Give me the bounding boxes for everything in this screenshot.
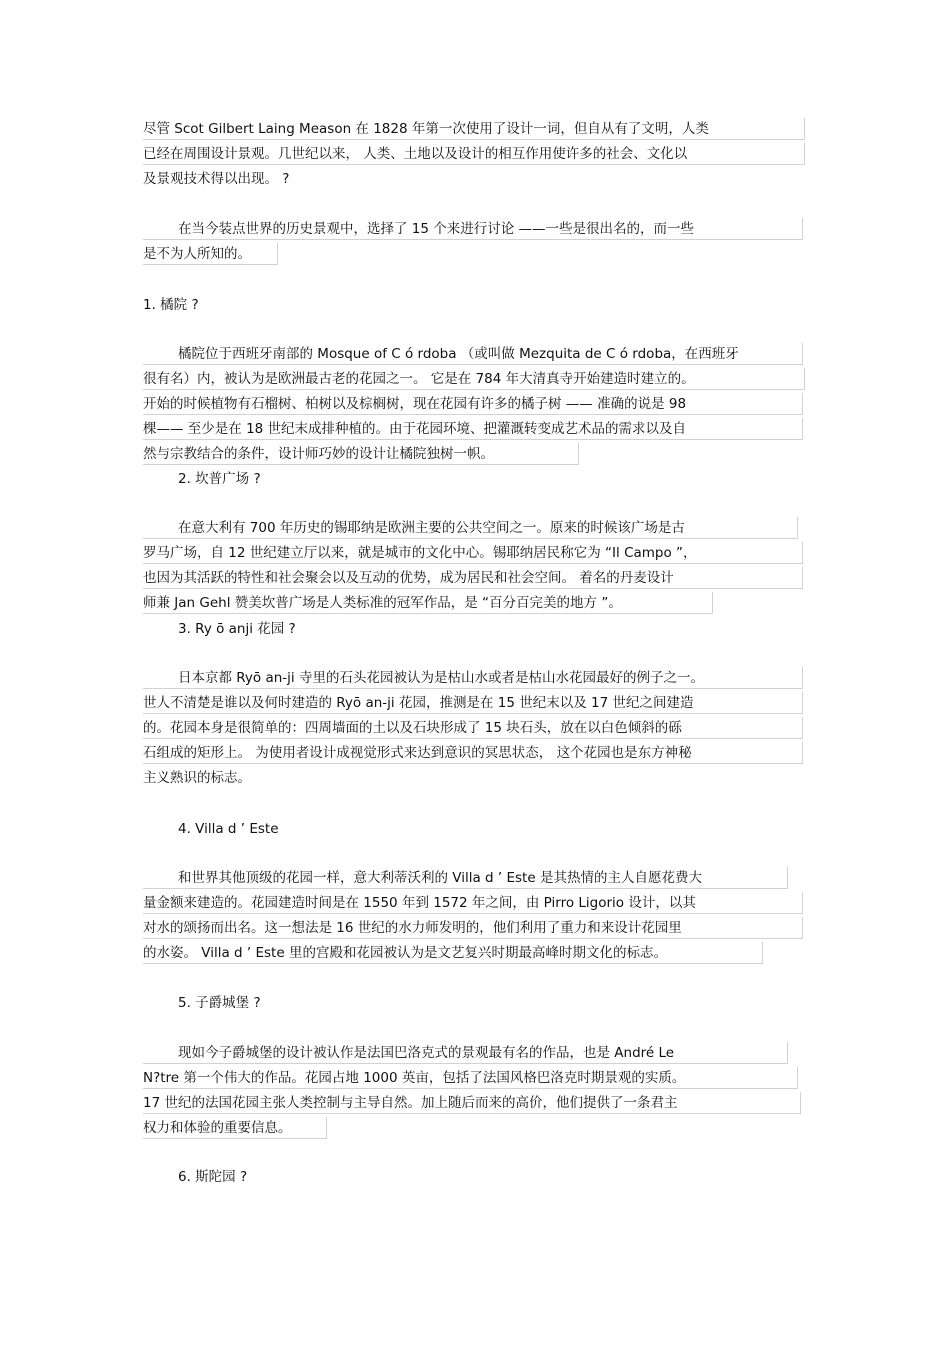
section-heading-3: 3. Ry ō anji 花园 ?	[178, 621, 296, 637]
s5-line-2: N?tre 第一个伟大的作品。花园占地 1000 英亩，包括了法国风格巴洛克时期景观的实质。	[143, 1067, 798, 1089]
s4-line-4: 的水姿。 Villa d ’ Este 里的宫殿和花园被认为是文艺复兴时期最高峰时期文化的标志。	[143, 942, 763, 964]
s4-line-3: 对水的颂扬而出名。这一想法是 16 世纪的水力师发明的，他们利用了重力和来设计花园里	[143, 917, 803, 939]
intro-line-3: 及景观技术得以出现。 ?	[143, 171, 290, 187]
s5-line-1: 现如今子爵城堡的设计被认作是法国巴洛克式的景观最有名的作品，也是 André Le	[143, 1042, 788, 1064]
section-heading-6: 6. 斯陀园 ?	[178, 1169, 248, 1185]
section-heading-1: 1. 橘院 ?	[143, 297, 199, 313]
s3-line-2: 世人不清楚是谁以及何时建造的 Ryō an-ji 花园，推测是在 15 世纪末以及 17 世纪之间建造	[143, 692, 803, 714]
s2-line-2: 罗马广场，自 12 世纪建立厅以来，就是城市的文化中心。锡耶纳居民称它为 “Il Campo ”，	[143, 542, 803, 564]
section-heading-4: 4. Villa d ’ Este	[178, 821, 279, 837]
s2-line-1: 在意大利有 700 年历史的锡耶纳是欧洲主要的公共空间之一。原来的时候该广场是古	[143, 517, 798, 539]
s1-line-4: 棵—— 至少是在 18 世纪末成排种植的。由于花园环境、把灌溉转变成艺术品的需求以及自	[143, 418, 803, 440]
s3-line-3: 的。花园本身是很简单的：四周墙面的土以及石块形成了 15 块石头，放在以白色倾斜的砾	[143, 717, 803, 739]
s3-line-4: 石组成的矩形上。 为使用者设计成视觉形式来达到意识的冥思状态， 这个花园也是东方神秘	[143, 742, 803, 764]
s1-line-5: 然与宗教结合的条件，设计师巧妙的设计让橘院独树一帜。	[143, 443, 579, 465]
s1-line-2: 很有名）内，被认为是欧洲最古老的花园之一。 它是在 784 年大清真寺开始建造时建立的。	[143, 368, 805, 390]
s2-line-4: 师兼 Jan Gehl 赞美坎普广场是人类标准的冠军作品，是 “百分百完美的地方 ”。	[143, 592, 713, 614]
s3-line-1: 日本京都 Ryō an-ji 寺里的石头花园被认为是枯山水或者是枯山水花园最好的例子之一。	[143, 667, 803, 689]
section-heading-5: 5. 子爵城堡 ?	[178, 995, 261, 1011]
section-heading-2: 2. 坎普广场 ?	[178, 471, 261, 487]
s4-line-2: 量金额来建造的。花园建造时间是在 1550 年到 1572 年之间，由 Pirro Ligorio 设计，以其	[143, 892, 803, 914]
s1-line-3: 开始的时候植物有石榴树、柏树以及棕榈树，现在花园有许多的橘子树 —— 准确的说是 98	[143, 393, 803, 415]
s2-line-3: 也因为其活跃的特性和社会聚会以及互动的优势，成为居民和社会空间。 着名的丹麦设计	[143, 567, 803, 589]
s3-line-5: 主义熟识的标志。	[143, 770, 251, 786]
s5-line-4: 权力和体验的重要信息。	[143, 1117, 327, 1139]
intro-line-2: 已经在周围设计景观。几世纪以来， 人类、土地以及设计的相互作用使许多的社会、文化以	[143, 143, 805, 165]
s4-line-1: 和世界其他顶级的花园一样，意大利蒂沃利的 Villa d ’ Este 是其热情的主人自愿花费大	[143, 867, 788, 889]
para2-line-1: 在当今装点世界的历史景观中，选择了 15 个来进行讨论 ——一些是很出名的，而一些	[143, 218, 803, 240]
intro-line-1: 尽管 Scot Gilbert Laing Meason 在 1828 年第一次使用了设计一词，但自从有了文明，人类	[143, 118, 805, 140]
s5-line-3: 17 世纪的法国花园主张人类控制与主导自然。加上随后而来的高价，他们提供了一条君主	[143, 1092, 801, 1114]
para2-line-2: 是不为人所知的。	[143, 243, 278, 265]
s1-line-1: 橘院位于西班牙南部的 Mosque of C ó rdoba （或叫做 Mezquita de C ó rdoba，在西班牙	[143, 343, 803, 365]
